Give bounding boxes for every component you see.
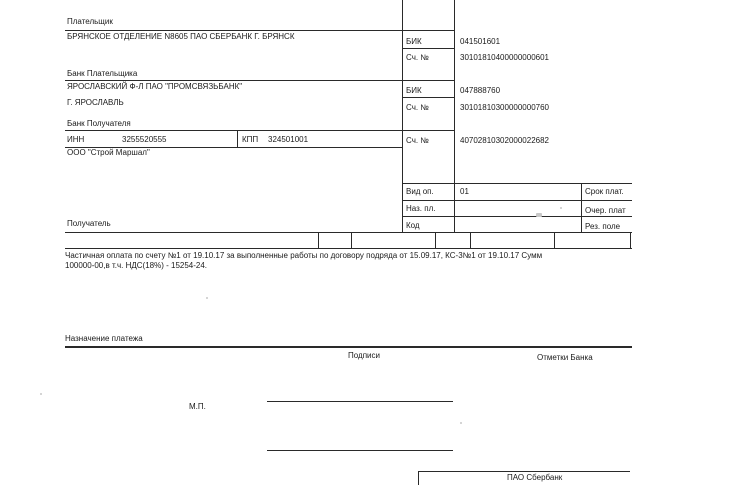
rec-bik-acc-line (402, 97, 454, 98)
inn-label: ИНН (67, 135, 85, 144)
bank-stamp-top-line (418, 471, 630, 472)
recipient-bank-label: Банк Получателя (67, 119, 131, 128)
codes-top-line (402, 183, 632, 184)
payer-bik-label: БИК (406, 37, 422, 46)
bik-top-line (402, 30, 454, 31)
cells-bottom-line (65, 248, 632, 249)
srok-label: Срок плат. (585, 187, 624, 196)
payer-bank-name: БРЯНСКОЕ ОТДЕЛЕНИЕ N8605 ПАО СБЕРБАНК Г. БРЯНСК (67, 32, 295, 41)
cell-divider-3 (435, 232, 436, 248)
recipient-bank-city: Г. ЯРОСЛАВЛЬ (67, 98, 124, 107)
scan-speck (560, 207, 562, 209)
recipient-bank-acc-label: Сч. № (406, 103, 429, 112)
naz-pl-label: Наз. пл. (406, 204, 436, 213)
cell-divider-2 (351, 232, 352, 248)
bik-acc-line (402, 48, 454, 49)
recipient-bank-acc-value: 30101810300000000760 (460, 103, 549, 112)
purpose-label: Назначение платежа (65, 334, 143, 343)
rec-bank-bottom-line (65, 130, 454, 131)
payer-bank-bottom-line (65, 80, 454, 81)
recipient-bik-label: БИК (406, 86, 422, 95)
cell-divider-6 (630, 232, 631, 248)
recipient-bottom-line (65, 232, 632, 233)
signature-line-1 (267, 401, 453, 402)
recipient-bank-name: ЯРОСЛАВСКИЙ Ф-Л ПАО "ПРОМСВЯЗЬБАНК" (67, 82, 243, 91)
bank-stamp-text: ПАО Сбербанк (507, 473, 563, 482)
payer-bank-label: Банк Плательщика (67, 69, 138, 78)
payer-acc-value: 30101810400000000601 (460, 53, 549, 62)
signature-line-2 (267, 450, 453, 451)
kpp-value: 324501001 (268, 135, 309, 144)
form-vertical-divider-2 (454, 0, 455, 233)
payer-bank-line (65, 30, 402, 31)
scan-speck (460, 422, 462, 424)
scan-speck (40, 393, 42, 395)
vid-op-label: Вид оп. (406, 187, 434, 196)
codes-mid-line-1 (402, 200, 632, 201)
kpp-label: КПП (242, 135, 259, 144)
scan-speck (536, 213, 542, 217)
vid-op-value: 01 (460, 187, 469, 196)
recipient-label: Получатель (67, 219, 111, 228)
cell-divider-4 (470, 232, 471, 248)
bank-stamp-left-line (418, 471, 419, 485)
bank-marks-label: Отметки Банка (537, 353, 593, 362)
payer-bik-value: 041501601 (460, 37, 501, 46)
scan-speck (206, 297, 208, 299)
cell-divider-1 (318, 232, 319, 248)
purpose-line-2: 100000-00,в т.ч. НДС(18%) - 15254-24. (65, 261, 208, 270)
mp-label: М.П. (189, 402, 206, 411)
cell-divider-5 (554, 232, 555, 248)
recipient-acc-value: 40702810302000022682 (460, 136, 549, 145)
rez-label: Рез. поле (585, 222, 621, 231)
payer-label: Плательщик (67, 17, 113, 26)
codes-right-divider (581, 183, 582, 233)
recipient-acc-label: Сч. № (406, 136, 429, 145)
codes-mid-line-2 (402, 216, 632, 217)
payer-acc-label: Сч. № (406, 53, 429, 62)
inn-value: 3255520555 (122, 135, 167, 144)
recipient-name: ООО "Строй Маршал" (67, 148, 150, 157)
inn-kpp-divider (237, 130, 238, 147)
form-vertical-divider (402, 0, 403, 233)
purpose-bottom-line (65, 346, 632, 348)
kod-label: Код (406, 221, 420, 230)
recipient-bik-value: 047888760 (460, 86, 501, 95)
ocher-label: Очер. плат (585, 206, 626, 215)
signatures-label: Подписи (348, 351, 380, 360)
purpose-line-1: Частичная оплата по счету №1 от 19.10.17 за выполненные работы по договору подряда от 15.09.17, КС-3№1 от 19.10.17 Сумм (65, 251, 543, 260)
